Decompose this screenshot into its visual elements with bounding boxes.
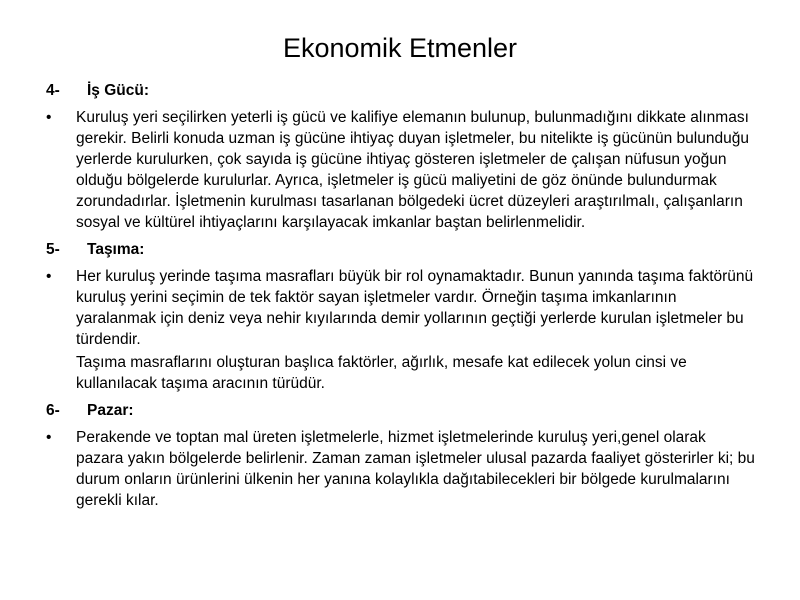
bullet-item bbox=[46, 107, 756, 233]
section-heading-tasima bbox=[46, 239, 756, 260]
section-heading-label: Taşıma: bbox=[87, 241, 145, 258]
slide-title: Ekonomik Etmenler bbox=[282, 33, 518, 63]
section-heading-label: Pazar: bbox=[87, 402, 134, 419]
section-number: 5- bbox=[46, 241, 60, 258]
bullet-text: Her kuruluş yerinde taşıma masrafları büyük bir rol oynamaktadır. Bunun yanında taşıma faktörünü kuruluş yerini seçimin de tek faktör sayan işletmeler vardır. Örneğin taşıma imkanlarının yaralanmak için deniz veya nehir kıyılarında demir yollarının geçtiği yerlerde kurulan işletmeler bu türdendir. bbox=[76, 268, 754, 348]
section-number: 4- bbox=[46, 82, 60, 99]
bullet-icon: • bbox=[46, 109, 52, 126]
bullet-icon: • bbox=[46, 268, 52, 285]
section-heading-label: İş Gücü: bbox=[87, 82, 150, 99]
bullet-item bbox=[46, 266, 756, 350]
bullet-text: Perakende ve toptan mal üreten işletmelerle, hizmet işletmelerinde kuruluş yeri,genel olarak pazara yakın bölgelerde belirlenir. Zaman zaman işletmeler ulusal pazarda faaliyet gösterirler ki; bu durum onların ürünlerini ülkenin her yanına kolaylıkla dağıtabilecekleri bir bölgede kurulmalarını gerekli kılar. bbox=[76, 429, 755, 509]
continuation-paragraph bbox=[46, 352, 756, 394]
section-number: 6- bbox=[46, 402, 60, 419]
paragraph-text: Taşıma masraflarını oluşturan başlıca faktörler, ağırlık, mesafe kat edilecek yolun cinsi ve kullanılacak taşıma aracının türüdür. bbox=[76, 354, 687, 392]
bullet-icon: • bbox=[46, 429, 52, 446]
section-heading-pazar bbox=[46, 400, 756, 421]
slide-content bbox=[46, 80, 756, 517]
bullet-text: Kuruluş yeri seçilirken yeterli iş gücü ve kalifiye elemanın bulunup, bulunmadığını dikkate alınması gerekir. Belirli konuda uzman iş gücüne ihtiyaç duyan işletmeler, bu nitelikte iş gücünün bulunduğu yerlerde kurulurken, çok sayıda iş gücüne ihtiyaç gösteren işletmeler de çalışan nüfusun yoğun olduğu bölgelerde kurulurlar. Ayrıca, işletmeler iş gücü maliyetini de göz önünde bulundurmak zorundadırlar. İşletmenin kurulması tasarlanan bölgedeki ücret düzeyleri araştırılmalı, çalışanların sosyal ve kültürel ihtiyaçlarını karşılayacak imkanlar baştan belirlenmelidir. bbox=[76, 109, 749, 231]
bullet-item bbox=[46, 427, 756, 511]
section-heading-is-gucu bbox=[46, 80, 756, 101]
